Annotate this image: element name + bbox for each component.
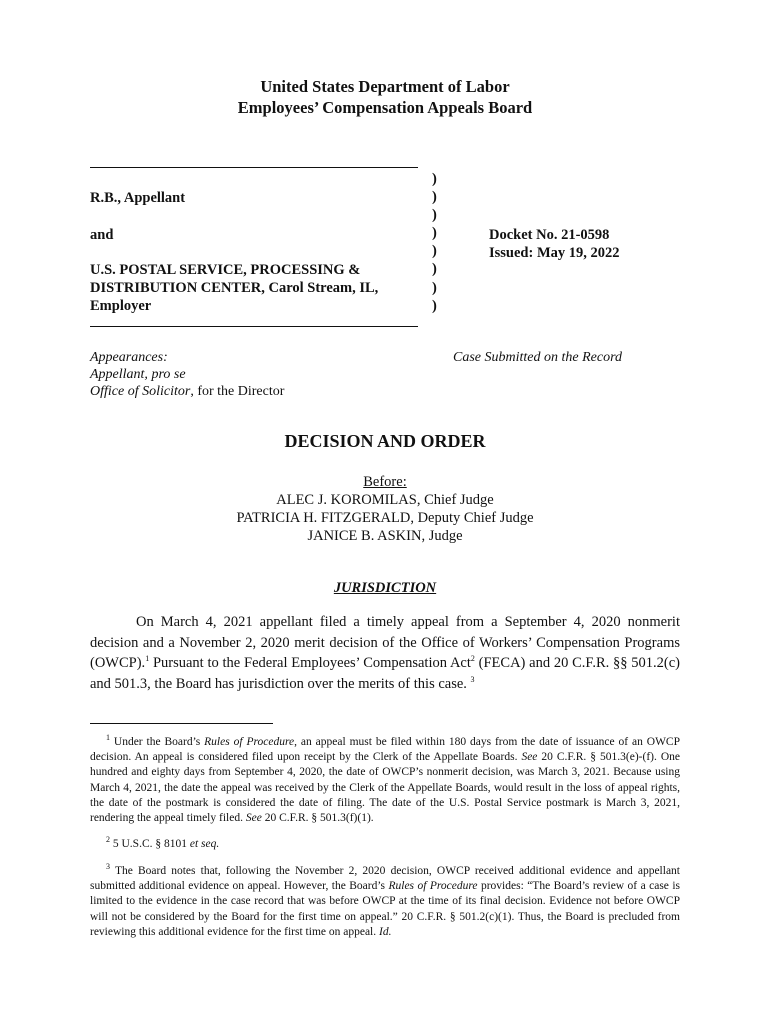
before-label: Before: — [363, 474, 407, 490]
footnote-2: $^2$ 5 U.S.C. § 8101 et seq. — [106, 835, 220, 850]
caption-and: and — [90, 227, 114, 243]
jurisdiction-paragraph: On March 4, 2021 appellant filed a timely appeal from a September 4, 2020 nonmerit decision and a November 2, 2020 merit decision of the Office of Workers’ Compensation Programs (OWCP).$^1$ Pursuant to the Federal Employees’ Compensation Act$^2$ (FECA) and 20 C.F.R. §§ 501.2(c) and 501.3, the Board has jurisdiction over the merits of this case. $^3$ — [90, 614, 681, 692]
judge-3: JANICE B. ASKIN, Judge — [307, 528, 463, 544]
judge-1: ALEC J. KOROMILAS, Chief Judge — [276, 492, 494, 508]
employer-line-2: DISTRIBUTION CENTER, Carol Stream, IL, — [90, 280, 379, 296]
caption-top-rule — [90, 167, 418, 168]
solicitor-appearance: Office of Solicitor, for the Director — [90, 384, 285, 399]
jurisdiction-heading: JURISDICTION — [333, 580, 437, 596]
decision-title: DECISION AND ORDER — [284, 431, 486, 451]
footnote-3: $^3$ The Board notes that, following the November 2, 2020 decision, OWCP received additional evidence and appellant submitted additional evidence on appeal. However, the Board’s Rules of Procedure provides: “The Board’s review of a case is limited to the evidence in the case record that was before OWCP at the time of its final decision. Evidence not before OWCP will not be considered by the Board for the first time on appeal.” 20 C.F.R. § 501.2(c)(1). Thus, the Board is precluded from reviewing this additional evidence for the first time on appeal. Id. — [90, 862, 680, 938]
docket-number: Docket No. 21-0598 — [489, 227, 610, 243]
issued-date: Issued: May 19, 2022 — [489, 245, 620, 261]
employer-line-3: Employer — [90, 298, 152, 314]
footnote-ref-2: 2 — [470, 654, 475, 664]
board-title: Employees’ Compensation Appeals Board — [237, 98, 533, 117]
agency-title: United States Department of Labor — [260, 77, 510, 96]
employer-line-1: U.S. POSTAL SERVICE, PROCESSING & — [90, 262, 361, 278]
appellant-name: R.B., Appellant — [90, 190, 186, 206]
caption-bottom-rule — [90, 326, 418, 327]
footnote-ref-1: 1 — [145, 654, 150, 664]
appearances-label: Appearances: — [90, 350, 168, 365]
caption-parentheses: ) ) ) ) ) ) ) ) — [432, 171, 437, 314]
footnote-ref-3: 3 — [470, 674, 475, 684]
appellant-appearance: Appellant, pro se — [90, 367, 186, 382]
case-submitted-note: Case Submitted on the Record — [453, 350, 623, 365]
footnote-separator — [90, 723, 273, 724]
judge-2: PATRICIA H. FITZGERALD, Deputy Chief Judge — [236, 510, 534, 526]
footnote-1: $^1$ Under the Board’s Rules of Procedure, an appeal must be filed within 180 days from the date of issuance of an OWCP decision. An appeal is considered filed upon receipt by the Clerk of the Appellate Boards. See 20 C.F.R. § 501.3(e)-(f). One hundred and eighty days from September 4, 2020, the date of OWCP’s nonmerit decision, was March 3, 2021. Because using March 4, 2021, the date the appeal was received by the Clerk of the Appellate Boards, would result in the loss of appeal rights, the date of the postmark is considered the date of filing. The date of the U.S. Postal Service postmark is March 3, 2021, rendering the appeal timely filed. See 20 C.F.R. § 501.3(f)(1). — [90, 733, 680, 825]
